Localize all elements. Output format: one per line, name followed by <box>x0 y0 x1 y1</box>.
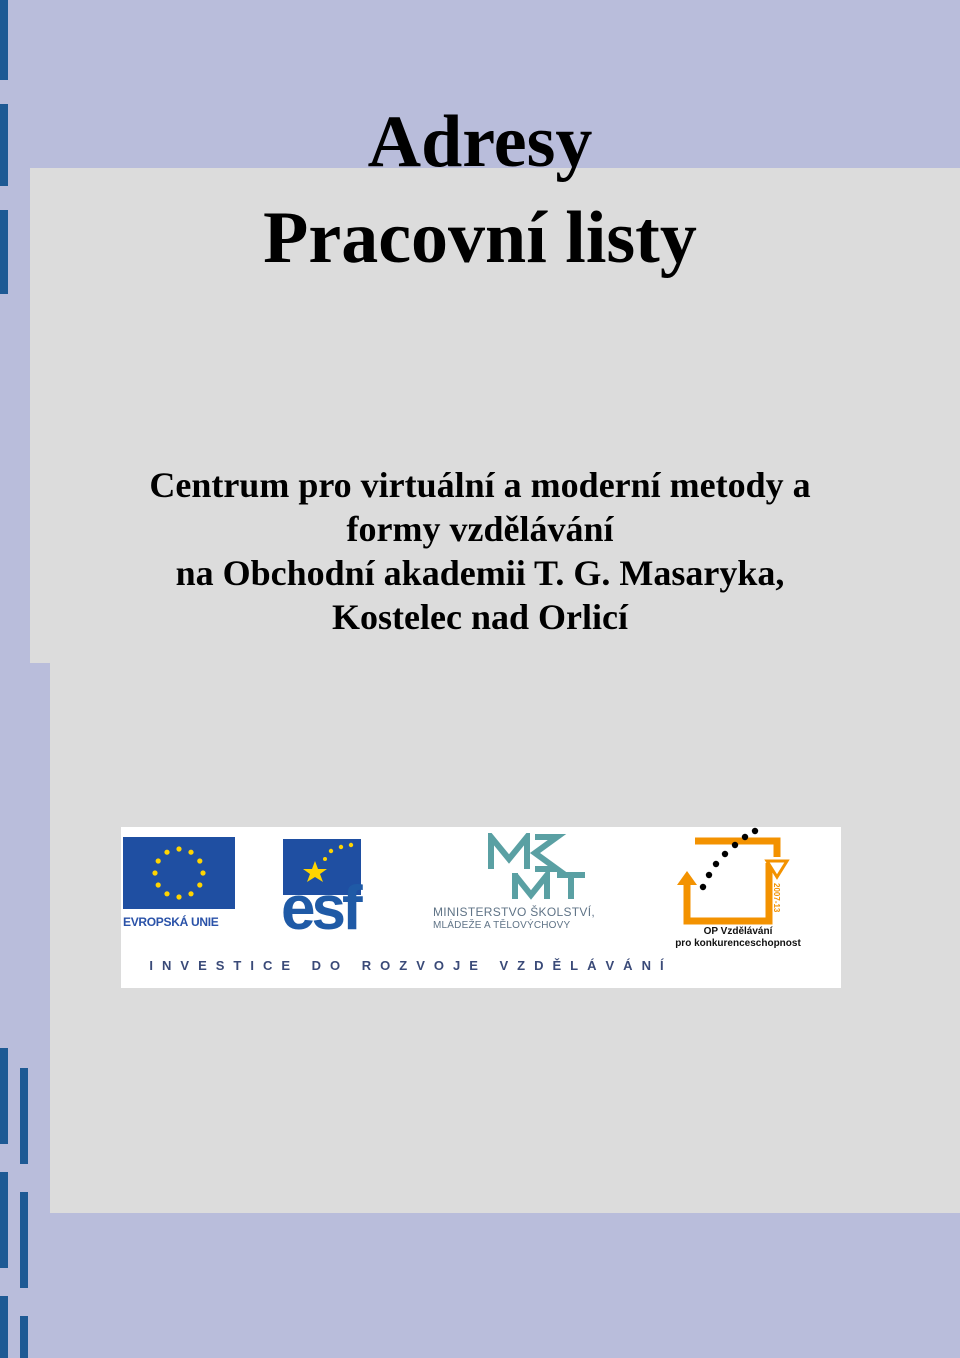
decorative-stripe <box>0 1296 8 1358</box>
institution-line: Centrum pro virtuální a moderní metody a <box>149 465 811 505</box>
document-subtitle-title: Pracovní listy <box>263 197 697 279</box>
institution-line: formy vzdělávání <box>346 509 614 549</box>
msmt-logo-icon <box>485 833 595 903</box>
esf-label: esf <box>281 874 359 933</box>
msmt-label-line: MLÁDEŽE A TĚLOVÝCHOVY <box>433 920 571 931</box>
document-title: Adresy <box>367 101 593 183</box>
decorative-stripe <box>0 1172 8 1268</box>
msmt-label-line: MINISTERSTVO ŠKOLSTVÍ, <box>433 905 595 919</box>
op-label-line: OP Vzdělávání <box>703 926 773 937</box>
decorative-stripe <box>0 1048 8 1144</box>
op-education-logo-icon <box>673 827 795 927</box>
msmt-label <box>433 905 653 933</box>
institution-line: Kostelec nad Orlicí <box>332 597 628 637</box>
investment-tagline: INVESTICE DO ROZVOJE VZDĚLÁVÁNÍ <box>149 958 673 973</box>
eu-label: EVROPSKÁ UNIE <box>123 915 219 929</box>
decorative-stripe <box>0 0 8 80</box>
institution-description <box>0 463 960 639</box>
institution-line: na Obchodní akademii T. G. Masaryka, <box>175 553 785 593</box>
eu-flag-icon <box>123 837 235 909</box>
op-label <box>643 926 833 950</box>
esf-logo-icon <box>281 837 389 933</box>
decorative-stripe <box>20 1068 28 1164</box>
decorative-stripe <box>20 1192 28 1288</box>
decorative-stripe <box>20 1316 28 1358</box>
funding-logos-strip <box>121 827 841 988</box>
op-label-line: pro konkurenceschopnost <box>675 938 801 949</box>
op-years-label: 2007-13 <box>772 883 781 913</box>
